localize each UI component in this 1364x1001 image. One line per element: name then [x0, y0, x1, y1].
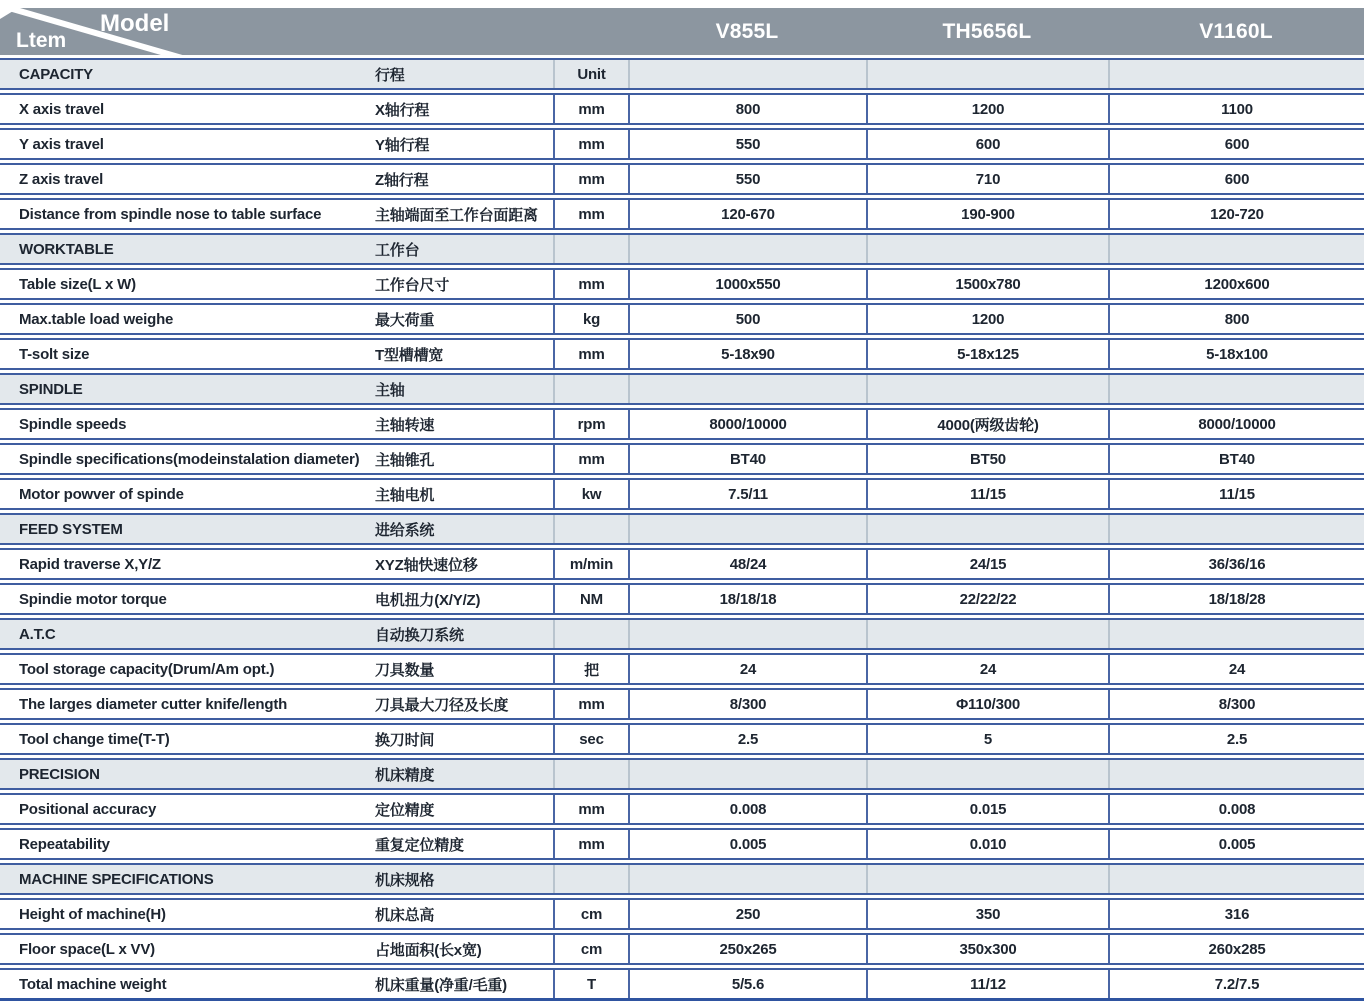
section-title-zh: 主轴	[375, 381, 405, 399]
spec-label-zh: 机床总高	[375, 906, 435, 924]
spec-row	[0, 968, 1364, 1001]
section-title-en: MACHINE SPECIFICATIONS	[19, 870, 214, 888]
spec-value-th5656l: 5-18x125	[866, 340, 1108, 368]
spec-value-v855l: 550	[628, 130, 866, 158]
spec-value-v855l: 5/5.6	[628, 970, 866, 998]
spec-value-v855l: 250	[628, 900, 866, 928]
spec-label-en: Floor space(L x VV)	[19, 940, 155, 958]
spec-label-zh: 电机扭力(X/Y/Z)	[375, 591, 481, 609]
spec-unit: NM	[553, 585, 628, 613]
spec-row	[0, 688, 1364, 720]
spec-unit: mm	[553, 830, 628, 858]
spec-value-th5656l: 600	[866, 130, 1108, 158]
section-row	[0, 758, 1364, 790]
spec-value-v855l: 800	[628, 95, 866, 123]
spec-label-zh: X轴行程	[375, 101, 430, 119]
section-unit-header: Unit	[553, 60, 628, 88]
section-empty-cell	[866, 235, 1108, 263]
spec-value-th5656l: 5	[866, 725, 1108, 753]
section-title-zh: 行程	[375, 66, 405, 84]
section-row	[0, 863, 1364, 895]
section-unit-header	[553, 865, 628, 893]
spec-label-zh: Z轴行程	[375, 171, 429, 189]
spec-value-th5656l: Φ110/300	[866, 690, 1108, 718]
spec-label-en: Table size(L x W)	[19, 275, 136, 293]
spec-row	[0, 303, 1364, 335]
spec-value-v855l: 5-18x90	[628, 340, 866, 368]
section-empty-cell	[1108, 620, 1364, 648]
spec-value-th5656l: 11/15	[866, 480, 1108, 508]
spec-row	[0, 198, 1364, 230]
corner-item-label: Ltem	[16, 29, 67, 52]
spec-value-th5656l: 350x300	[866, 935, 1108, 963]
spec-label-en: Tool change time(T-T)	[19, 730, 170, 748]
spec-label-en: Y axis travel	[19, 135, 104, 153]
model-header-v1160l: V1160L	[1199, 19, 1273, 43]
spec-unit: mm	[553, 95, 628, 123]
spec-row	[0, 933, 1364, 965]
spec-row	[0, 828, 1364, 860]
spec-label-zh: 换刀时间	[375, 731, 435, 749]
spec-label-en: Rapid traverse X,Y/Z	[19, 555, 161, 573]
spec-value-v855l: 1000x550	[628, 270, 866, 298]
spec-row	[0, 443, 1364, 475]
section-empty-cell	[628, 760, 866, 788]
spec-row	[0, 338, 1364, 370]
spec-label-en: Spindle speeds	[19, 415, 127, 433]
spec-label-en: X axis travel	[19, 100, 104, 118]
spec-label-zh: XYZ轴快速位移	[375, 556, 478, 574]
table-header-row	[0, 8, 1364, 55]
spec-unit: m/min	[553, 550, 628, 578]
section-unit-header	[553, 235, 628, 263]
spec-row	[0, 548, 1364, 580]
spec-value-th5656l: BT50	[866, 445, 1108, 473]
table-body	[0, 58, 1364, 1001]
spec-label-zh: 主轴端面至工作台面距离	[375, 206, 538, 224]
spec-value-v1160l: 5-18x100	[1108, 340, 1364, 368]
section-empty-cell	[1108, 235, 1364, 263]
spec-value-v1160l: 8000/10000	[1108, 410, 1364, 438]
spec-value-v1160l: 11/15	[1108, 480, 1364, 508]
spec-label-en: T-solt size	[19, 345, 90, 363]
spec-label-zh: 刀具数量	[375, 661, 435, 679]
spec-label-en: Tool storage capacity(Drum/Am opt.)	[19, 660, 275, 678]
section-title-en: FEED SYSTEM	[19, 520, 123, 538]
spec-value-th5656l: 0.015	[866, 795, 1108, 823]
spec-value-v1160l: 2.5	[1108, 725, 1364, 753]
spec-label-zh: 刀具最大刀径及长度	[375, 696, 509, 714]
spec-row	[0, 723, 1364, 755]
spec-value-th5656l: 1200	[866, 305, 1108, 333]
spec-label-zh: T型槽槽宽	[375, 346, 444, 364]
spec-value-v1160l: 18/18/28	[1108, 585, 1364, 613]
section-empty-cell	[628, 865, 866, 893]
spec-row	[0, 408, 1364, 440]
spec-value-v855l: 48/24	[628, 550, 866, 578]
section-empty-cell	[866, 760, 1108, 788]
spec-value-v855l: 500	[628, 305, 866, 333]
spec-row	[0, 93, 1364, 125]
section-empty-cell	[628, 60, 866, 88]
section-empty-cell	[866, 865, 1108, 893]
corner-header-cell	[0, 8, 375, 55]
section-title-en: WORKTABLE	[19, 240, 114, 258]
spec-row	[0, 898, 1364, 930]
spec-label-en: Height of machine(H)	[19, 905, 166, 923]
section-empty-cell	[1108, 375, 1364, 403]
spec-label-zh: Y轴行程	[375, 136, 430, 154]
spec-unit: mm	[553, 130, 628, 158]
spec-label-en: Spindle specifications(modeinstalation diameter)	[19, 450, 360, 468]
spec-unit: mm	[553, 165, 628, 193]
spec-value-th5656l: 350	[866, 900, 1108, 928]
spec-row	[0, 793, 1364, 825]
spec-label-en: Repeatability	[19, 835, 110, 853]
spec-value-v855l: 8/300	[628, 690, 866, 718]
spec-row	[0, 128, 1364, 160]
spec-value-v1160l: 1200x600	[1108, 270, 1364, 298]
spec-unit: T	[553, 970, 628, 998]
spec-value-v1160l: BT40	[1108, 445, 1364, 473]
spec-value-v1160l: 316	[1108, 900, 1364, 928]
header-spacer-zh	[375, 8, 553, 55]
spec-label-en: Max.table load weighe	[19, 310, 174, 328]
spec-label-en: Motor powver of spinde	[19, 485, 184, 503]
spec-value-v855l: 0.008	[628, 795, 866, 823]
section-empty-cell	[628, 620, 866, 648]
spec-value-v855l: 7.5/11	[628, 480, 866, 508]
spec-label-zh: 主轴锥孔	[375, 451, 435, 469]
spec-value-v855l: 250x265	[628, 935, 866, 963]
section-row	[0, 373, 1364, 405]
spec-row	[0, 268, 1364, 300]
spec-value-v1160l: 0.008	[1108, 795, 1364, 823]
spec-value-v855l: 550	[628, 165, 866, 193]
spec-value-th5656l: 11/12	[866, 970, 1108, 998]
section-empty-cell	[628, 375, 866, 403]
section-unit-header	[553, 760, 628, 788]
section-row	[0, 233, 1364, 265]
spec-value-v855l: 2.5	[628, 725, 866, 753]
section-title-zh: 工作台	[375, 241, 420, 259]
spec-unit: cm	[553, 935, 628, 963]
spec-unit: sec	[553, 725, 628, 753]
section-empty-cell	[1108, 760, 1364, 788]
spec-value-v855l: 0.005	[628, 830, 866, 858]
spec-value-th5656l: 24	[866, 655, 1108, 683]
spec-unit: kw	[553, 480, 628, 508]
spec-label-en: Spindie motor torque	[19, 590, 167, 608]
spec-unit: mm	[553, 340, 628, 368]
spec-value-th5656l: 710	[866, 165, 1108, 193]
section-title-zh: 自动换刀系统	[375, 626, 464, 644]
spec-value-v1160l: 36/36/16	[1108, 550, 1364, 578]
spec-value-v1160l: 260x285	[1108, 935, 1364, 963]
spec-unit: kg	[553, 305, 628, 333]
model-header-v855l: V855L	[715, 19, 779, 43]
spec-label-zh: 机床重量(净重/毛重)	[375, 976, 507, 994]
section-unit-header	[553, 515, 628, 543]
section-title-en: CAPACITY	[19, 65, 93, 83]
spec-value-v1160l: 600	[1108, 130, 1364, 158]
section-empty-cell	[866, 515, 1108, 543]
spec-value-v1160l: 8/300	[1108, 690, 1364, 718]
section-empty-cell	[1108, 60, 1364, 88]
spec-label-zh: 主轴电机	[375, 486, 435, 504]
section-row	[0, 618, 1364, 650]
section-row	[0, 513, 1364, 545]
spec-value-v1160l: 24	[1108, 655, 1364, 683]
spec-label-zh: 主轴转速	[375, 416, 435, 434]
section-empty-cell	[1108, 515, 1364, 543]
section-empty-cell	[1108, 865, 1364, 893]
spec-row	[0, 478, 1364, 510]
spec-value-th5656l: 1200	[866, 95, 1108, 123]
spec-value-v855l: 120-670	[628, 200, 866, 228]
section-unit-header	[553, 375, 628, 403]
spec-unit: rpm	[553, 410, 628, 438]
spec-value-th5656l: 22/22/22	[866, 585, 1108, 613]
spec-label-en: Z axis travel	[19, 170, 104, 188]
spec-value-v855l: 24	[628, 655, 866, 683]
spec-value-v1160l: 600	[1108, 165, 1364, 193]
spec-value-v1160l: 120-720	[1108, 200, 1364, 228]
spec-label-en: Total machine weight	[19, 975, 167, 993]
spec-value-th5656l: 190-900	[866, 200, 1108, 228]
section-empty-cell	[866, 60, 1108, 88]
spec-unit: mm	[553, 445, 628, 473]
section-title-en: A.T.C	[19, 625, 56, 643]
spec-value-v1160l: 1100	[1108, 95, 1364, 123]
model-header-th5656l: TH5656L	[942, 19, 1032, 43]
spec-label-zh: 占地面积(长x宽)	[375, 941, 482, 959]
spec-label-en: Distance from spindle nose to table surface	[19, 205, 322, 223]
section-row	[0, 58, 1364, 90]
section-empty-cell	[866, 375, 1108, 403]
spec-row	[0, 583, 1364, 615]
header-spacer-unit	[553, 8, 628, 55]
spec-unit: 把	[553, 655, 628, 683]
spec-unit: cm	[553, 900, 628, 928]
spec-value-v1160l: 7.2/7.5	[1108, 970, 1364, 998]
section-title-en: SPINDLE	[19, 380, 83, 398]
spec-unit: mm	[553, 795, 628, 823]
spec-value-th5656l: 4000(两级齿轮)	[866, 410, 1108, 438]
spec-row	[0, 653, 1364, 685]
spec-value-v855l: BT40	[628, 445, 866, 473]
spec-unit: mm	[553, 200, 628, 228]
section-title-zh: 机床精度	[375, 766, 435, 784]
spec-row	[0, 163, 1364, 195]
spec-label-zh: 工作台尺寸	[375, 276, 450, 294]
section-title-zh: 进给系统	[375, 521, 435, 539]
spec-unit: mm	[553, 270, 628, 298]
spec-label-zh: 最大荷重	[375, 311, 435, 329]
spec-label-zh: 重复定位精度	[375, 836, 464, 854]
spec-unit: mm	[553, 690, 628, 718]
spec-value-v1160l: 800	[1108, 305, 1364, 333]
spec-value-th5656l: 0.010	[866, 830, 1108, 858]
spec-label-en: Positional accuracy	[19, 800, 157, 818]
section-title-en: PRECISION	[19, 765, 100, 783]
spec-value-th5656l: 1500x780	[866, 270, 1108, 298]
section-empty-cell	[628, 235, 866, 263]
section-empty-cell	[866, 620, 1108, 648]
spec-value-v855l: 18/18/18	[628, 585, 866, 613]
spec-value-v1160l: 0.005	[1108, 830, 1364, 858]
spec-value-th5656l: 24/15	[866, 550, 1108, 578]
spec-label-zh: 定位精度	[375, 801, 435, 819]
corner-model-label: Model	[100, 10, 170, 37]
section-empty-cell	[628, 515, 866, 543]
spec-label-en: The larges diameter cutter knife/length	[19, 695, 288, 713]
section-unit-header	[553, 620, 628, 648]
section-title-zh: 机床规格	[375, 871, 435, 889]
spec-value-v855l: 8000/10000	[628, 410, 866, 438]
